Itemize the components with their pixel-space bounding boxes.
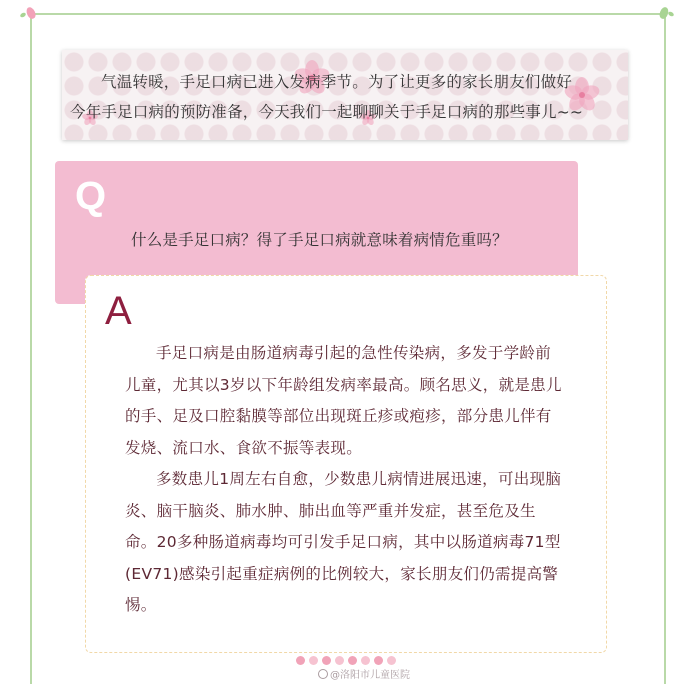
intro-line-1: 气温转暖，手足口病已进入发病季节。为了让更多的家长朋友们做好 xyxy=(101,73,573,91)
answer-line: 的手、足及口腔黏膜等部位出现斑丘疹或疱疹，部分患儿伴有 xyxy=(125,407,552,425)
answer-line: 发烧、流口水、食欲不振等表现。 xyxy=(125,438,363,457)
answer-line: 命。20多种肠道病毒均可引发手足口病，其中以肠道病毒71型 xyxy=(125,533,561,551)
watermark-text: @洛阳市儿童医院 xyxy=(330,670,410,681)
frame-top-border xyxy=(30,13,666,15)
intro-text xyxy=(70,67,626,127)
leaf-icon xyxy=(19,12,26,18)
answer-line: 多数患儿1周左右自愈，少数患儿病情进展迅速，可出现脑 xyxy=(156,470,562,488)
weibo-watermark xyxy=(318,666,410,681)
answer-body xyxy=(125,338,587,622)
answer-line: 手足口病是由肠道病毒引起的急性传染病，多发于学龄前 xyxy=(156,344,552,362)
answer-line: 惕。 xyxy=(125,596,157,614)
frame-left-border xyxy=(30,13,32,684)
frame-right-border xyxy=(664,13,666,684)
question-text: 什么是手足口病？得了手足口病就意味着病情危重吗？ xyxy=(131,231,508,249)
intro-line-2: 今年手足口病的预防准备，今天我们一起聊聊关于手足口病的那些事儿~~ xyxy=(70,103,584,121)
flower-bud-icon xyxy=(25,6,37,20)
answer-line: 儿童，尤其以3岁以下年龄组发病率最高。顾名思义，就是患儿 xyxy=(125,375,562,394)
weibo-icon xyxy=(318,669,328,679)
intro-box xyxy=(62,50,628,140)
answer-line: 炎、脑干脑炎、肺水肿、肺出血等严重并发症，甚至危及生 xyxy=(125,501,536,520)
answer-line: (EV71)感染引起重症病例的比例较大，家长朋友们仍需提高警 xyxy=(125,564,559,583)
leaf-icon xyxy=(667,11,674,17)
answer-letter: A xyxy=(105,289,132,333)
question-letter: Q xyxy=(75,174,107,218)
